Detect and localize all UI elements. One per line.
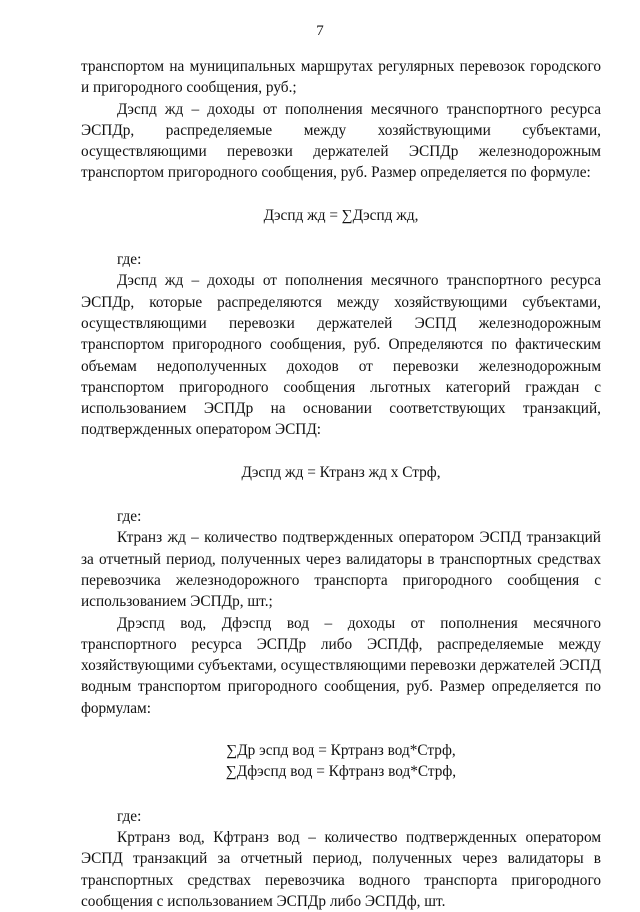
paragraph-dfespd-vod-definition: Дрэспд вод, Дфэспд вод – доходы от пополнения месячного транспортного ресурса ЭСПДр либо ЭСПДф, распределяемые между хозяйствующими субъектами, осуществляющими перевозки держателей ЭСПД водным транспортом пригородного сообщения, руб. Размер определяется по формулам: [81, 614, 601, 717]
formula-despd-zhd-sum: Дэспд жд = ∑Дэспд жд, [263, 206, 419, 224]
paragraph-despd-zhd-definition: Дэспд жд – доходы от пополнения месячного транспортного ресурса ЭСПДр, распределяемые между хозяйствующими субъектами, осуществляющими перевозки держателей ЭСПДр железнодорожным транспортом пригородного сообщения, руб. Размер определяется по формуле: [81, 100, 601, 182]
paragraph-continuation: транспортом на муниципальных маршрутах регулярных перевозок городского и пригородного сообщения, руб.; [81, 58, 601, 97]
formula-despd-zhd-product: Дэспд жд = Ктранз жд х Стрф, [241, 463, 441, 481]
paragraph-ktranz-vod-definition: Кртранз вод, Кфтранз вод – количество подтвержденных оператором ЭСПД транзакций за отчетный период, полученных через валидаторы в транспортных средствах перевозчика водного транспорта пригородного сообщения с использованием ЭСПДр либо ЭСПДф, шт. [81, 828, 601, 910]
formula-df-espd-vod: ∑Дфэспд вод = Кфтранз вод*Стрф, [225, 763, 457, 781]
where-label: где: [117, 251, 142, 269]
where-label: где: [117, 807, 142, 825]
where-label: где: [117, 508, 142, 526]
formula-dr-espd-vod: ∑Др эспд вод = Кртранз вод*Стрф, [226, 742, 456, 760]
page-number: 7 [316, 23, 324, 39]
paragraph-ktranz-zhd-definition: Ктранз жд – количество подтвержденных оператором ЭСПД транзакций за отчетный период, полученных через валидаторы в транспортных средствах перевозчика железнодорожного транспорта пригородного сообщения с использованием ЭСПДр, шт.; [81, 529, 601, 611]
document-body [81, 56, 601, 912]
paragraph-despd-zhd-detail: Дэспд жд – доходы от пополнения месячного транспортного ресурса ЭСПДр, которые распределяются между хозяйствующими субъектами, осуществляющими перевозки держателей ЭСПД железнодорожным транспортом пригородного сообщения, руб. Определяются по фактическим объемам недополученных доходов от перевозки железнодорожным транспортом пригородного сообщения льготных категорий граждан с использованием ЭСПДр на основании соответствующих транзакций, подтвержденных оператором ЭСПД: [81, 272, 601, 439]
